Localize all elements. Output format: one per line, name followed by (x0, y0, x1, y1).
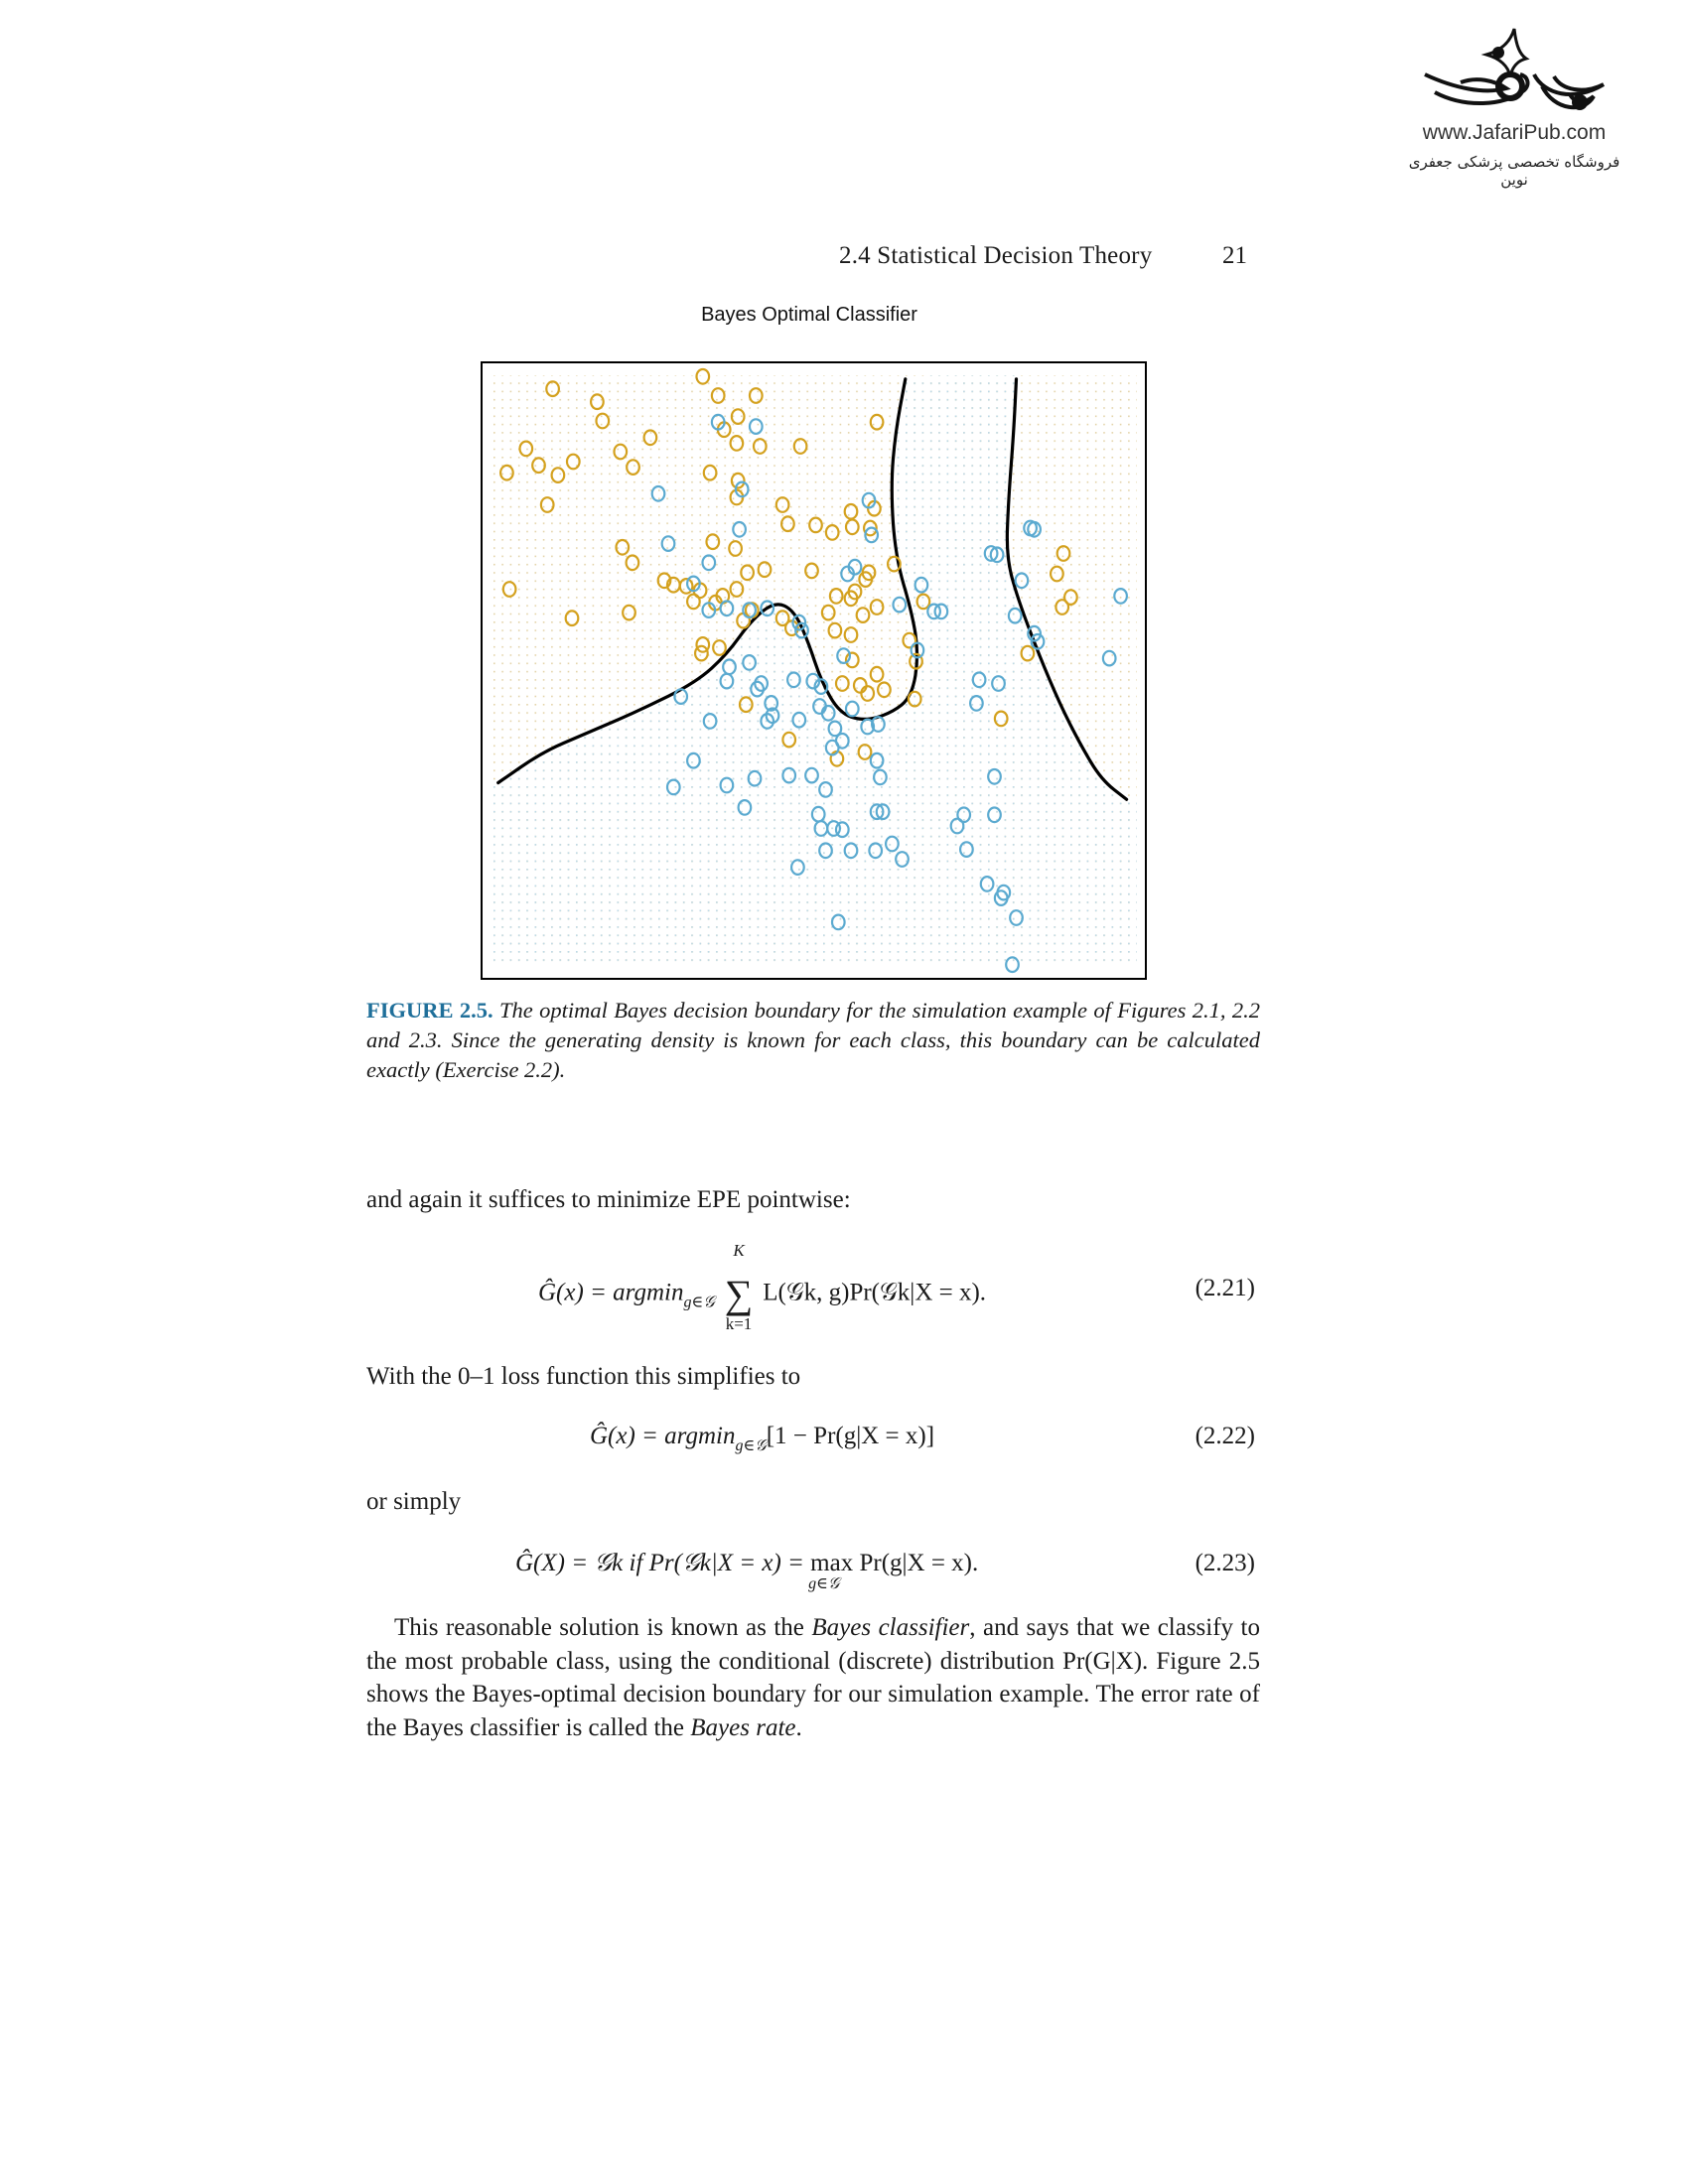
sigma-symbol: ∑ (724, 1272, 754, 1316)
watermark-url: www.JafariPub.com (1422, 121, 1607, 144)
running-header-title: 2.4 Statistical Decision Theory (839, 242, 1153, 269)
eq222-sub: g∈𝒢 (735, 1437, 767, 1454)
eq221-rhs: L(𝒢k, g)Pr(𝒢k|X = x). (763, 1279, 987, 1306)
eq221-lhs: Ĝ(x) = argmin (538, 1279, 684, 1306)
eq221-number: (2.21) (1195, 1275, 1255, 1301)
max-label: max (810, 1550, 854, 1576)
summation (721, 1241, 757, 1333)
max-sub: g∈𝒢 (808, 1575, 840, 1592)
equation-2-23 (366, 1550, 1260, 1592)
eq222-number: (2.22) (1195, 1423, 1255, 1449)
eq222-rhs: [1 − Pr(g|X = x)] (766, 1423, 935, 1449)
intro-text: and again it suffices to minimize EPE pointwise: (366, 1186, 851, 1213)
watermark-tagline: فروشگاه تخصصی پزشکی جعفری نوین (1408, 153, 1620, 189)
sum-lower: k=1 (725, 1314, 753, 1333)
caption-text: The optimal Bayes decision boundary for the simulation example of Figures 2.1, 2.2 and 2.3. Since the generating density is known for each class, this boundary can be calculated exactly (Exercise 2.2). (366, 998, 1260, 1082)
page-number: 21 (1222, 242, 1247, 269)
sum-upper: K (733, 1241, 745, 1260)
bayes-paragraph (366, 1611, 1260, 1744)
eq222-lhs: Ĝ(x) = argmin (590, 1423, 736, 1449)
eq223-number: (2.23) (1195, 1550, 1255, 1576)
eq223-lhs: Ĝ(X) = 𝒢k if Pr(𝒢k|X = x) = (515, 1550, 811, 1576)
eq223-rhs: Pr(g|X = x). (853, 1550, 979, 1576)
para-part-3: . (795, 1713, 802, 1741)
loss-text: With the 0–1 loss function this simplifies to (366, 1363, 801, 1390)
max-operator (808, 1550, 854, 1592)
equation-2-21 (366, 1241, 1260, 1333)
eq221-sub: g∈𝒢 (683, 1294, 715, 1311)
figure-label: FIGURE 2.5. (366, 998, 493, 1023)
term-bayes-classifier: Bayes classifier (811, 1614, 970, 1641)
term-bayes-rate: Bayes rate (690, 1713, 796, 1741)
para-part-1: This reasonable solution is known as the (394, 1614, 812, 1641)
chart-title: Bayes Optimal Classifier (701, 304, 917, 326)
para-part-2: , and says that we classify to the most probable class, using the conditional (discrete) distribution Pr(G|X). Figure 2.5 shows the Bayes-optimal decision boundary for our simulation example. The error rate of the Bayes classifier is called the (366, 1614, 1260, 1741)
equation-2-22 (366, 1423, 1260, 1462)
or-simply-text: or simply (366, 1488, 462, 1515)
figure-caption (366, 996, 1260, 1085)
